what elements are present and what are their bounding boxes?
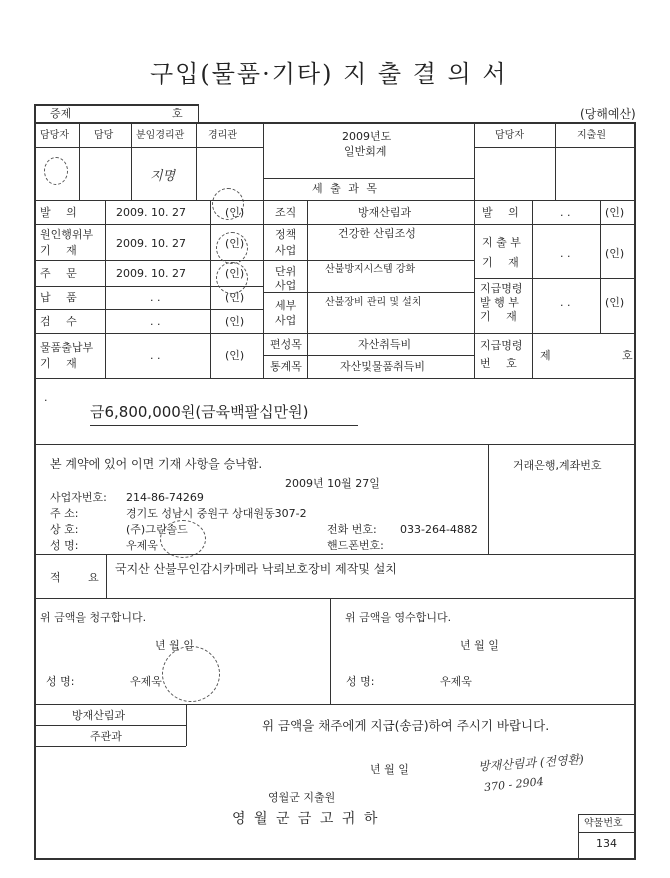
year-label: 2009년도 (342, 130, 392, 143)
receipt-name: 우제욱 (440, 675, 472, 688)
frame-top-left (34, 104, 199, 106)
footer-request: 위 금액을 채주에게 지급(송금)하여 주시기 바랍니다. (262, 718, 550, 733)
bal-date: 2009. 10. 27 (116, 206, 186, 219)
wonin-label-2: 기 재 (40, 244, 83, 257)
wonin-in: (인) (225, 237, 245, 250)
nap-dots: . . (150, 291, 161, 304)
jigeup-label-3: 기 재 (480, 310, 523, 323)
seal-stamp (216, 262, 248, 294)
ju-in: (인) (225, 267, 245, 280)
bal-label: 발 의 (40, 206, 83, 219)
mulpum-in: (인) (225, 349, 245, 362)
gyeongri-label: 경리관 (208, 130, 237, 141)
doc-no-value: 134 (596, 837, 617, 850)
pyeonseong-label: 편성목 (270, 338, 302, 351)
amount: 금6,800,000원(금육백팔십만원) (90, 403, 309, 421)
receipt-name-label: 성 명: (346, 675, 375, 688)
frame-bottom (34, 858, 636, 860)
jeongchaek-label-2: 사업 (275, 244, 297, 257)
claim-name-label: 성 명: (46, 675, 75, 688)
footer-bank-to: 영 월 군 금 고 귀 하 (232, 811, 380, 827)
wonin-date: 2009. 10. 27 (116, 237, 186, 250)
jichul-in: (인) (605, 247, 625, 260)
company: (주)그린솔드 (126, 523, 188, 536)
amount-dot: . (44, 391, 48, 404)
footer-jugwan: 주관과 (90, 730, 122, 743)
sebu-label-2: 사업 (275, 314, 297, 327)
phone-label: 전화 번호: (327, 523, 377, 536)
company-label: 상 호: (50, 523, 79, 536)
jichul-label-2: 기 재 (482, 256, 525, 269)
jigeup-label-2: 발 행 부 (480, 296, 519, 309)
ho-label: 호 (172, 107, 183, 120)
addr-label: 주 소: (50, 507, 79, 520)
nap-label: 납 품 (40, 291, 83, 304)
company-seal-stamp (160, 520, 206, 558)
tonggye-value: 자산및물품취득비 (340, 360, 426, 373)
name: 우제욱 (126, 539, 158, 552)
jeongchaek-value: 건강한 산림조성 (338, 227, 416, 240)
seal-stamp (216, 232, 248, 264)
doc-no-label: 약물번호 (584, 818, 623, 829)
sebu-label-1: 세부 (275, 299, 297, 312)
handwriting-note: 방재산림과 (전영환) (477, 752, 585, 774)
danwi-label-2: 사업 (275, 279, 297, 292)
wonin-label-1: 원인행위부 (40, 228, 94, 241)
bungim-label: 분임경리관 (136, 130, 185, 141)
summary-label: 적 요 (50, 571, 111, 584)
receipt-text: 위 금액을 영수합니다. (345, 611, 452, 624)
jigeup-in: (인) (605, 296, 625, 309)
jichul-dots: . . (560, 247, 571, 260)
footer-dept: 방재산림과 (72, 709, 126, 722)
summary-text: 국지산 산불무인감시카메라 낙뢰보호장비 제작및 설치 (115, 562, 397, 576)
bank-label: 거래은행,계좌번호 (513, 459, 602, 472)
page-title: 구입(물품·기타) 지 출 결 의 서 (150, 60, 508, 88)
jojik-value: 방재산림과 (358, 206, 412, 219)
geom-dots: . . (150, 315, 161, 328)
right-bal-dots: . . (560, 206, 571, 219)
jeongchaek-label-1: 정책 (275, 228, 297, 241)
amount-underline (90, 425, 358, 426)
right-bal-in: (인) (605, 206, 625, 219)
jeungje-label: 증제 (50, 107, 72, 120)
nap-in: (인) (225, 291, 245, 304)
right-dangdangja-label: 담당자 (495, 130, 524, 141)
mulpum-dots: . . (150, 349, 161, 362)
name-label: 성 명: (50, 539, 79, 552)
sebu-value: 산불장비 관리 및 설치 (325, 297, 422, 308)
je-label: 제 (540, 349, 551, 362)
geom-label: 검 수 (40, 315, 83, 328)
mobile-label: 핸드폰번호: (327, 539, 384, 552)
pyeonseong-value: 자산취득비 (358, 338, 412, 351)
account-label: 일반회계 (344, 145, 387, 158)
address: 경기도 성남시 중원구 상대원동307-2 (126, 507, 307, 520)
receipt-date: 년 월 일 (460, 639, 499, 652)
jojik-label: 조직 (275, 206, 297, 219)
jigeup-no-label-1: 지급명령 (480, 339, 523, 352)
sechul-label: 세 출 과 목 (312, 182, 379, 195)
handwriting-number: 370 - 2904 (483, 774, 545, 795)
jigeup-dots: . . (560, 296, 571, 309)
tonggye-label: 통계목 (270, 360, 302, 373)
claim-name: 우제욱 (130, 675, 162, 688)
jigeup-label-1: 지급명령 (480, 282, 523, 295)
signature-mark: 지명 (150, 169, 176, 184)
dangdangja-label: 담당자 (40, 130, 69, 141)
claim-date: 년 월 일 (155, 639, 194, 652)
phone: 033-264-4882 (400, 523, 478, 536)
right-ho-label: 호 (622, 349, 633, 362)
claim-text: 위 금액을 청구합니다. (40, 611, 147, 624)
geom-in: (인) (225, 315, 245, 328)
footer-jichulwon: 영월군 지출원 (268, 791, 336, 804)
seal-stamp (44, 157, 68, 185)
bizno: 214-86-74269 (126, 491, 204, 504)
danwi-label-1: 단위 (275, 265, 297, 278)
mulpum-label-2: 기 재 (40, 357, 83, 370)
bal-in: (인) (225, 206, 245, 219)
bizno-label: 사업자번호: (50, 491, 107, 504)
jichulwon-label: 지출원 (577, 130, 606, 141)
footer-date: 년 월 일 (370, 763, 409, 776)
agreement-text: 본 계약에 있어 이면 기재 사항을 승낙함. (50, 457, 263, 471)
ju-label: 주 문 (40, 267, 83, 280)
jigeup-no-label-2: 번 호 (480, 357, 523, 370)
ju-date: 2009. 10. 27 (116, 267, 186, 280)
right-bal-label: 발 의 (482, 206, 525, 219)
seal-stamp (162, 646, 220, 702)
jichul-label-1: 지 출 부 (482, 236, 521, 249)
damdang-label: 담당 (94, 130, 114, 141)
mulpum-label-1: 물품출납부 (40, 341, 94, 354)
frame-right (634, 122, 636, 860)
budget-type: (당해예산) (580, 107, 636, 121)
agreement-date: 2009년 10월 27일 (285, 477, 380, 490)
frame-top (34, 122, 635, 124)
danwi-value: 산불방지시스템 강화 (325, 264, 416, 275)
